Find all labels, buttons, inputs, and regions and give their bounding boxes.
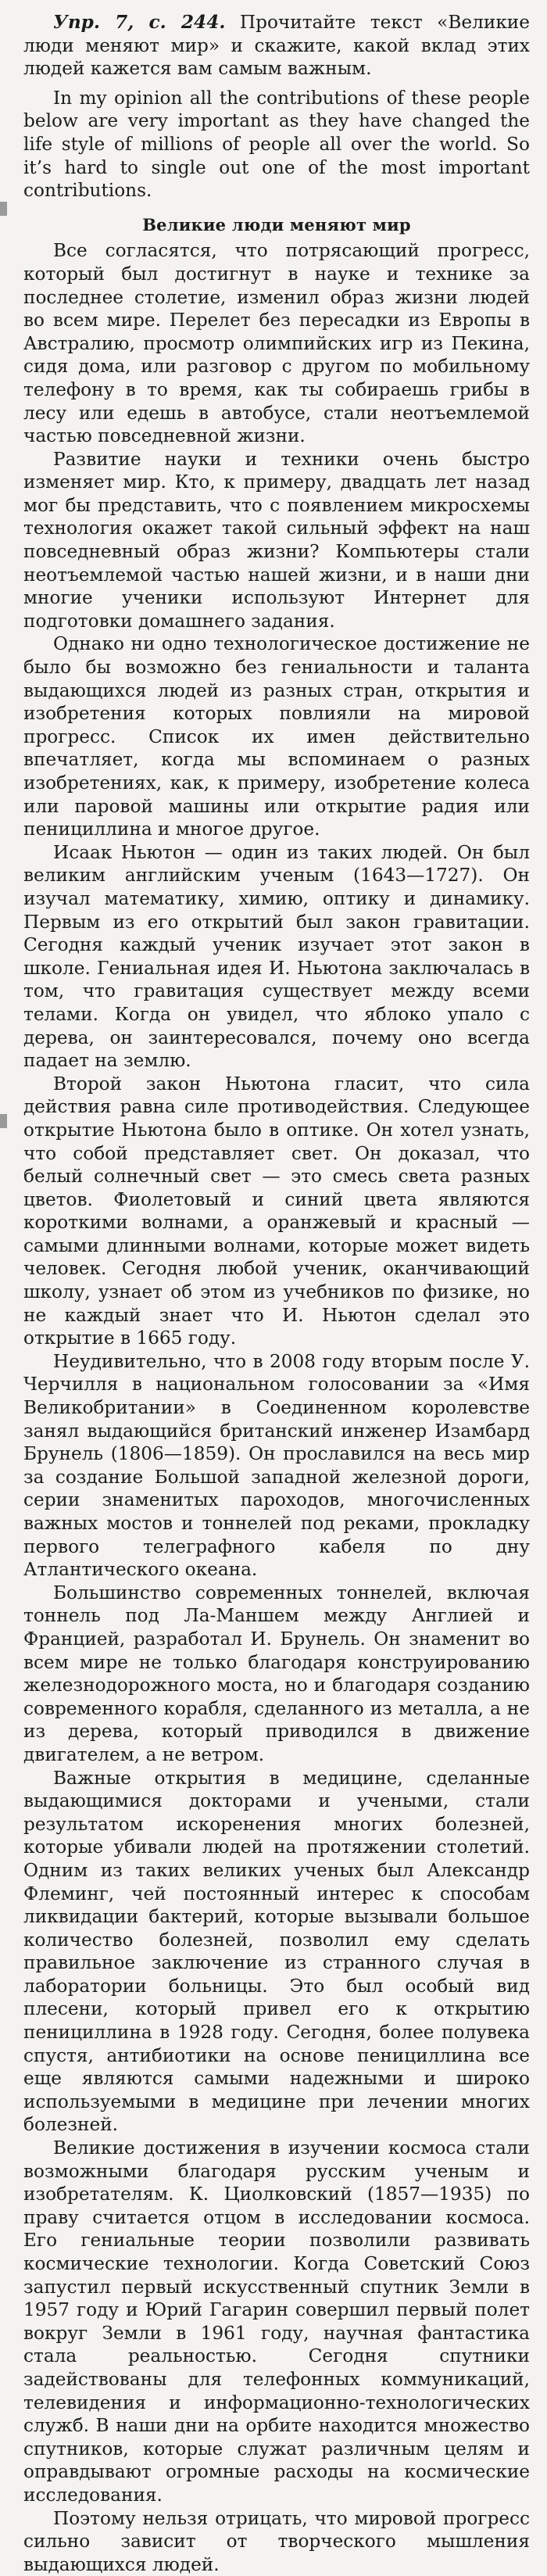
answer-paragraph: In my opinion all the contributions of these people below are very important as they have changed the life style of millions of people all over the world. So it’s hard to single out one of the most important contributions. bbox=[23, 87, 530, 202]
paragraph-2: Развитие науки и техники очень быстро изменяет мир. Кто, к примеру, двадцать лет назад мог бы представить, что с появлением микросхемы технология окажет такой сильный эффект на наш повседневный образ жизни? Компьютеры стали неотъемлемой частью нашей жизни, и в наши дни многие ученики используют Интернет для подготовки домашнего задания. bbox=[23, 448, 530, 632]
paragraph-10: Поэтому нельзя отрицать, что мировой прогресс сильно зависит от творческого мышления выдающихся людей. bbox=[23, 2507, 530, 2575]
paragraph-7: Большинство современных тоннелей, включая тоннель под Ла-Маншем между Англией и Францией, разработал И. Брунель. Он знаменит во всем мире не только благодаря конструированию железнодорожного моста, но и благодаря созданию современного корабля, сделанного из металла, а не из дерева, который приводился в движение двигателем, а не ветром. bbox=[23, 1582, 530, 1765]
margin-marker bbox=[0, 1114, 7, 1128]
paragraph-9: Великие достижения в изучении космоса стали возможными благодаря русским ученым и изобретателям. К. Циолковский (1857—1935) по праву считается отцом в исследовании космоса. Его гениальные теории позволили развивать космические технологии. Когда Советский Союз запустил первый искусственный спутник Земли в 1957 году и Юрий Гагарин совершил первый полет вокруг Земли в 1961 году, научная фантастика стала реальностью. Сегодня спутники задействованы для телефонных коммуникаций, телевидения и информационно-технологических служб. В наши дни на орбите находится множество спутников, которые служат различным целям и оправдывают огромные расходы на космические исследования. bbox=[23, 2137, 530, 2506]
paragraph-8: Важные открытия в медицине, сделанные выдающимися докторами и учеными, стали результатом искоренения многих болезней, которые убивали людей на протяжении столетий. Одним из таких великих ученых был Александр Флеминг, чей постоянный интерес к способам ликвидации бактерий, которые вызывали большое количество болезней, позволил ему сделать правильное заключение из странного случая в лаборатории больницы. Это был особый вид плесени, который привел его к открытию пенициллина в 1928 году. Сегодня, более полувека спустя, антибиотики на основе пенициллина все еще являются самыми надежными и широко используемыми в медицине при лечении многих болезней. bbox=[23, 1767, 530, 2136]
exercise-instruction: Прочитайте текст «Великие люди меняют мир» и скажите, какой вклад этих людей кажется вам самым важным. bbox=[23, 12, 530, 80]
paragraph-3: Однако ни одно технологическое достижение не было бы возможно без гениальности и таланта выдающихся людей из разных стран, открытия и изобретения которых повлияли на мировой прогресс. Список их имен действительно впечатляет, когда мы вспоминаем о разных изобретениях, как, к примеру, изобретение колеса или паровой машины или открытие радия или пенициллина и многое другое. bbox=[23, 633, 530, 840]
text-title: Великие люди меняют мир bbox=[142, 214, 411, 235]
paragraph-5: Второй закон Ньютона гласит, что сила действия равна силе противодействия. Следующее открытие Ньютона было в оптике. Он хотел узнать, что собой представляет свет. Он доказал, что белый солнечный свет — это смесь света разных цветов. Фиолетовый и синий цвета являются короткими волнами, а оранжевый и красный — самыми длинными волнами, которые может видеть человек. Сегодня любой ученик, оканчивающий школу, узнает об этом из учебников по физике, но не каждый знает что И. Ньютон сделал это открытие в 1665 году. bbox=[23, 1073, 530, 1349]
paragraph-1: Все согласятся, что потрясающий прогресс, который был достигнут в науке и технике за последнее столетие, изменил образ жизни людей во всем мире. Перелет без пересадки из Европы в Австралию, просмотр олимпийских игр из Пекина, сидя дома, или разговор с другом по мобильному телефону в то время, как ты собираешь грибы в лесу или едешь в автобусе, стали неотъемлемой частью повседневной жизни. bbox=[23, 240, 530, 447]
exercise-header bbox=[23, 11, 530, 81]
paragraph-6: Неудивительно, что в 2008 году вторым после У. Черчилля в национальном голосовании за «Имя Великобритании» в Соединенном королевстве занял выдающийся британский инженер Изамбард Брунель (1806—1859). Он прославился на весь мир за создание Большой западной железной дороги, серии знаменитых пароходов, многочисленных важных мостов и тоннелей под реками, прокладку первого телеграфного кабеля по дну Атлантического океана. bbox=[23, 1350, 530, 1581]
text-column bbox=[23, 11, 530, 2576]
paragraph-4: Исаак Ньютон — один из таких людей. Он был великим английским ученым (1643—1727). Он изучал математику, химию, оптику и динамику. Первым из его открытий был закон гравитации. Сегодня каждый ученик изучает этот закон в школе. Гениальная идея И. Ньютона заключалась в том, что гравитация существует между всеми телами. Когда он увидел, что яблоко упало с дерева, он заинтересовался, почему оно всегда падает на землю. bbox=[23, 841, 530, 1072]
margin-marker bbox=[0, 202, 7, 216]
exercise-reference: Упр. 7, с. 244. bbox=[53, 12, 226, 33]
